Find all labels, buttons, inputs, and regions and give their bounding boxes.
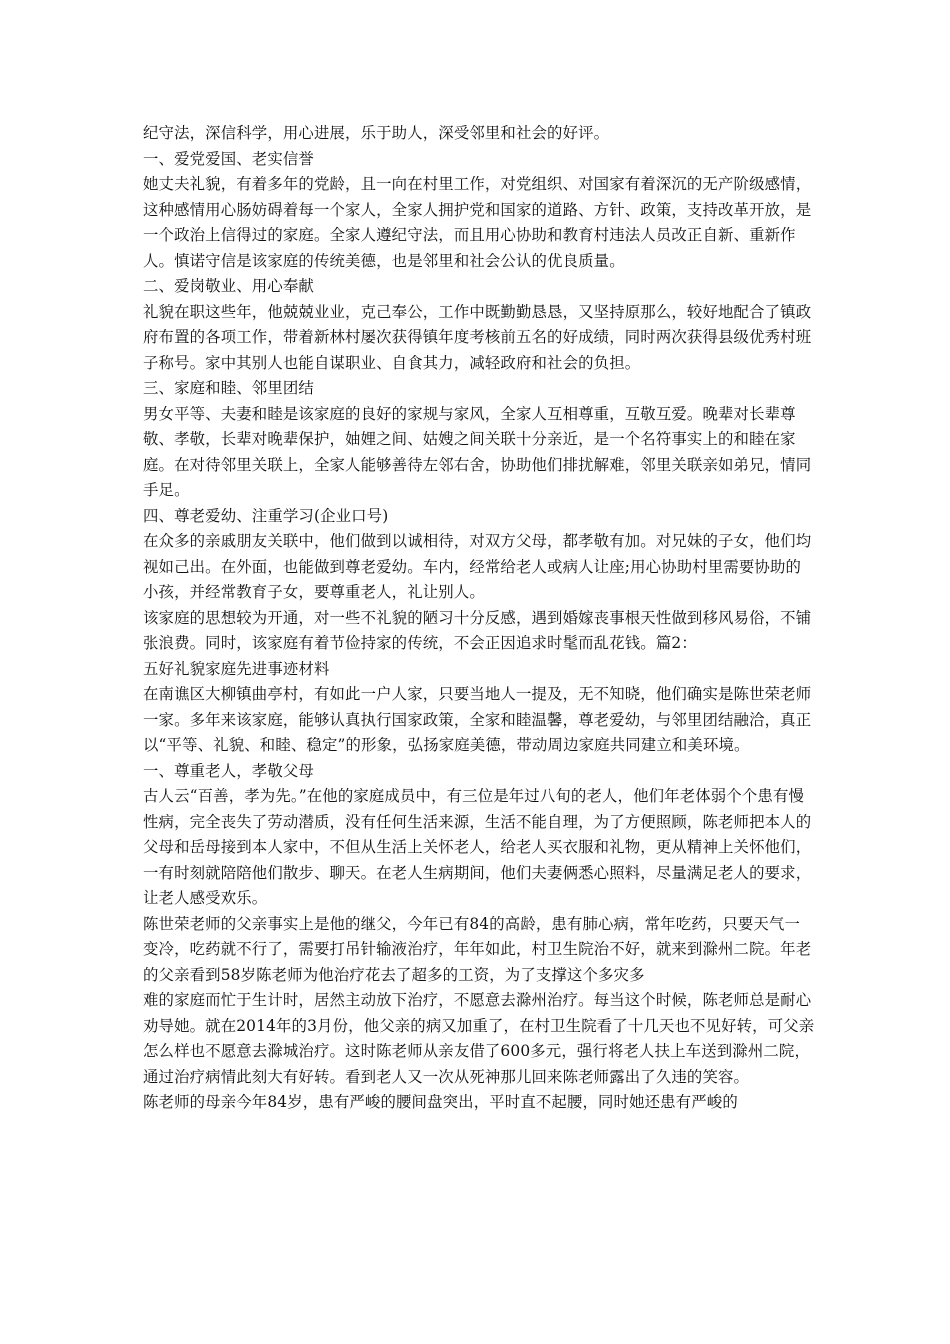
paragraph: 古人云“百善，孝为先。”在他的家庭成员中，有三位是年过八旬的老人，他们年老体弱个个患有慢性病，完全丧失了劳动潜质，没有任何生活来源，生活不能自理，为了方便照顾，陈老师把本人的父母和岳母接到本人家中，不但从生活上关怀老人，给老人买衣服和礼物，更从精神上关怀他们，一有时刻就陪陪他们散步、聊天。在老人生病期间，他们夫妻俩悉心照料，尽量满足老人的要求，让老人感受欢乐。	[143, 787, 812, 907]
section-heading: 三、家庭和睦、邻里团结	[143, 379, 314, 397]
section-heading: 二、爱岗敬业、用心奉献	[143, 277, 314, 295]
document-page	[143, 121, 815, 1116]
paragraph: 该家庭的思想较为开通，对一些不礼貌的陋习十分反感，遇到婚嫁丧事根天性做到移风易俗，不铺张浪费。同时，该家庭有着节俭持家的传统，不会正因追求时髦而乱花钱。篇2：	[143, 608, 812, 652]
paragraph: 礼貌在职这些年，他兢兢业业，克己奉公，工作中既勤勤恳恳，又坚持原那么，较好地配合了镇政府布置的各项工作，带着新林村屡次获得镇年度考核前五名的好成绩，同时两次获得县级优秀村班子称号。家中其别人也能自谋职业、自食其力，减轻政府和社会的负担。	[143, 302, 812, 372]
paragraph: 陈世荣老师的父亲事实上是他的继父，今年已有84的高龄，患有肺心病，常年吃药，只要天气一变冷，吃药就不行了，需要打吊针输液治疗，年年如此，村卫生院治不好，就来到滁州二院。年老的父亲看到58岁陈老师为他治疗花去了超多的工资，为了支撑这个多灾多	[143, 914, 812, 984]
paragraph: 纪守法，深信科学，用心进展，乐于助人，深受邻里和社会的好评。	[143, 124, 610, 142]
article-title: 五好礼貌家庭先进事迹材料	[143, 659, 330, 678]
section-heading: 四、尊老爱幼、注重学习(企业口号)	[143, 506, 389, 525]
section-heading: 一、爱党爱国、老实信誉	[143, 149, 314, 168]
paragraph: 陈老师的母亲今年84岁，患有严峻的腰间盘突出，平时直不起腰，同时她还患有严峻的	[143, 1093, 738, 1111]
paragraph: 她丈夫礼貌，有着多年的党龄，且一向在村里工作，对党组织、对国家有着深沉的无产阶级感情，这种感情用心肠妨碍着每一个家人，全家人拥护党和国家的道路、方针、政策，支持改革开放，是一个政治上信得过的家庭。全家人遵纪守法，而且用心协助和教育村违法人员改正自新、重新作人。慎诺守信是该家庭的传统美德，也是邻里和社会公认的优良质量。	[143, 175, 812, 270]
section-heading: 一、尊重老人，孝敬父母	[143, 761, 314, 780]
paragraph: 在众多的亲戚朋友关联中，他们做到以诚相待，对双方父母，都孝敬有加。对兄妹的子女，他们均视如己出。在外面，也能做到尊老爱幼。车内，经常给老人或病人让座;用心协助村里需要协助的小孩，并经常教育子女，要尊重老人，礼让别人。	[143, 532, 812, 601]
paragraph: 难的家庭而忙于生计时，居然主动放下治疗，不愿意去滁州治疗。每当这个时候，陈老师总是耐心劝导她。就在2014年的3月份，他父亲的病又加重了，在村卫生院看了十几天也不见好转，可父亲怎么样也不愿意去滁城治疗。这时陈老师从亲友借了600多元，强行将老人扶上车送到滁州二院，通过治疗病情此刻大有好转。看到老人又一次从死神那儿回来陈老师露出了久违的笑容。	[143, 991, 815, 1086]
paragraph: 在南谯区大柳镇曲亭村，有如此一户人家，只要当地人一提及，无不知晓，他们确实是陈世荣老师一家。多年来该家庭，能够认真执行国家政策，全家和睦温馨，尊老爱幼，与邻里团结融洽，真正以“平等、礼貌、和睦、稳定”的形象，弘扬家庭美德，带动周边家庭共同建立和美环境。	[143, 685, 812, 754]
paragraph: 男女平等、夫妻和睦是该家庭的良好的家规与家风，全家人互相尊重，互敬互爱。晚辈对长辈尊敬、孝敬，长辈对晚辈保护，妯娌之间、姑嫂之间关联十分亲近，是一个名符事实上的和睦在家庭。在对待邻里关联上，全家人能够善待左邻右舍，协助他们排扰解难，邻里关联亲如弟兄，情同手足。	[143, 404, 812, 499]
